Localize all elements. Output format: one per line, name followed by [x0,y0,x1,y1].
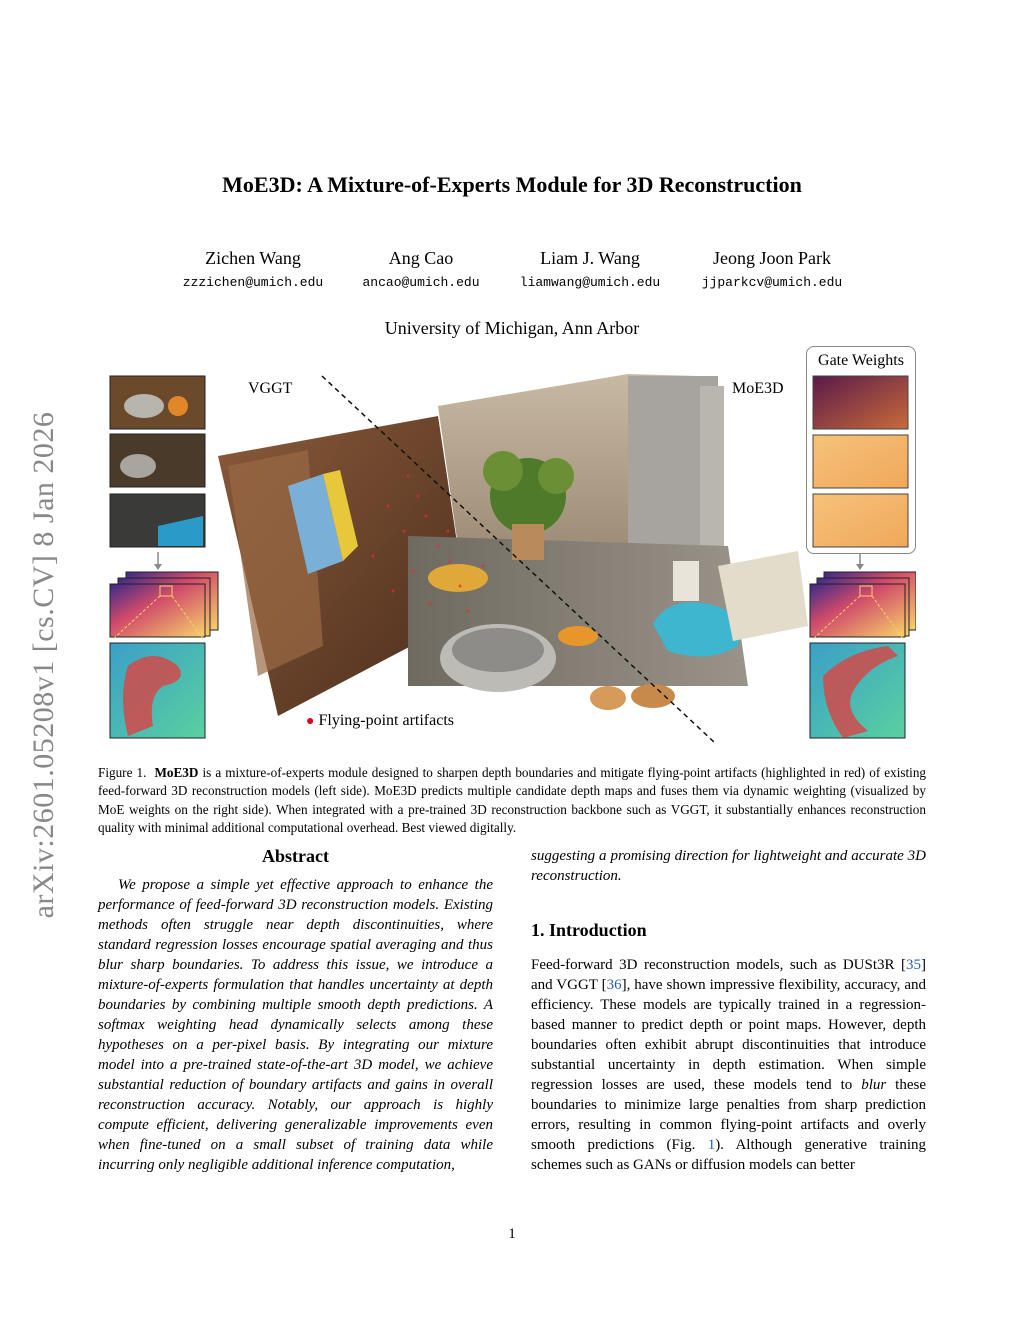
figure-label-vggt: VGGT [248,380,293,397]
gate-weights-title: Gate Weights [818,352,904,369]
intro-emphasis: blur [861,1077,887,1093]
author-name: Liam J. Wang [540,248,640,268]
author-email[interactable]: jjparkcv@umich.edu [701,275,843,290]
citation-link[interactable]: 35 [906,957,921,973]
figure-ref-link[interactable]: 1 [707,1137,716,1153]
abstract-continued: suggesting a promising direction for lightweight and accurate 3D reconstruction. [531,848,926,884]
arxiv-id: arXiv:2601.05208v1 [cs.CV] 8 Jan 2026 [27,411,60,919]
flying-points-legend [306,712,454,730]
reconstruction-scene-image [108,346,916,746]
author-email[interactable]: liamwang@umich.edu [519,275,661,290]
intro-text: these boundaries to minimize large penalties from sharp prediction errors, resulting in common flying-point artifacts and overly smooth predictions (Fig. [531,1077,926,1153]
paper-title: MoE3D: A Mixture-of-Experts Module for 3D Reconstruction [222,172,802,197]
author-1 [172,248,334,290]
author-list [0,248,1024,298]
intro-paragraph [531,955,926,1175]
caption-bold: MoE3D [154,765,199,780]
section-heading-introduction: 1. Introduction [531,920,647,940]
abstract-heading: Abstract [262,846,329,866]
gate-weights-panel [806,346,916,554]
author-name: Ang Cao [388,248,454,268]
right-column [531,846,926,1175]
author-email[interactable]: zzzichen@umich.edu [182,275,324,290]
red-dot-icon: ● [306,714,315,729]
flying-points-label: Flying-point artifacts [318,712,454,729]
author-name: Jeong Joon Park [713,248,831,268]
author-3 [506,248,674,290]
figure-label-moe3d: MoE3D [732,380,784,397]
figure-caption [98,764,926,837]
intro-text: ] and VGGT [ [531,957,926,993]
caption-prefix: Figure 1. [98,765,147,780]
author-email[interactable]: ancao@umich.edu [362,275,480,290]
figure-1 [108,346,916,746]
intro-text: ). Although generative training schemes such as GANs or diffusion models can better [531,1137,926,1173]
author-2 [352,248,490,290]
author-4 [688,248,856,290]
left-column [98,846,493,1175]
intro-text: ], have shown impressive flexibility, accuracy, and efficiency. These models are typically trained in a regression-based manner to predict depth or point maps. However, depth boundaries often exhibit abrupt discontinuities that introduce substantial uncertainty in depth estimation. When simple regression losses are used, these models tend to [531,977,926,1093]
citation-link[interactable]: 36 [606,977,622,993]
intro-text: Feed-forward 3D reconstruction models, such as DUSt3R [ [531,957,906,973]
abstract-text: We propose a simple yet effective approach to enhance the performance of feed-forward 3D reconstruction models. Existing methods often struggle near depth discontinuities, where standard regression losses encourage spatial averaging and thus blur sharp boundaries. To address this issue, we introduce a mixture-of-experts formulation that handles uncertainty at depth boundaries by combining multiple smooth depth predictions. A softmax weighting head dynamically selects among these hypotheses on a per-pixel basis. By integrating our mixture model into a pre-trained state-of-the-art 3D model, we achieve substantial reduction of boundary artifacts and gains in overall reconstruction accuracy. Notably, our approach is highly compute efficient, delivering generalizable improvements even when fine-tuned on a small subset of training data while incurring only negligible additional inference computation, [98,877,493,1173]
caption-text: is a mixture-of-experts module designed to sharpen depth boundaries and mitigate flying-point artifacts (highlighted in red) of existing feed-forward 3D reconstruction models (left side). MoE3D predicts multiple candidate depth maps and fuses them via dynamic weighting (visualized by MoE weights on the right side). When integrated with a pre-trained 3D reconstruction backbone such as VGGT, it substantially enhances reconstruction quality with minimal additional computational overhead. Best viewed digitally. [98,765,927,835]
arxiv-stamp [22,380,66,950]
affiliation: University of Michigan, Ann Arbor [384,318,640,338]
author-name: Zichen Wang [205,248,301,268]
page-number: 1 [508,1226,516,1242]
